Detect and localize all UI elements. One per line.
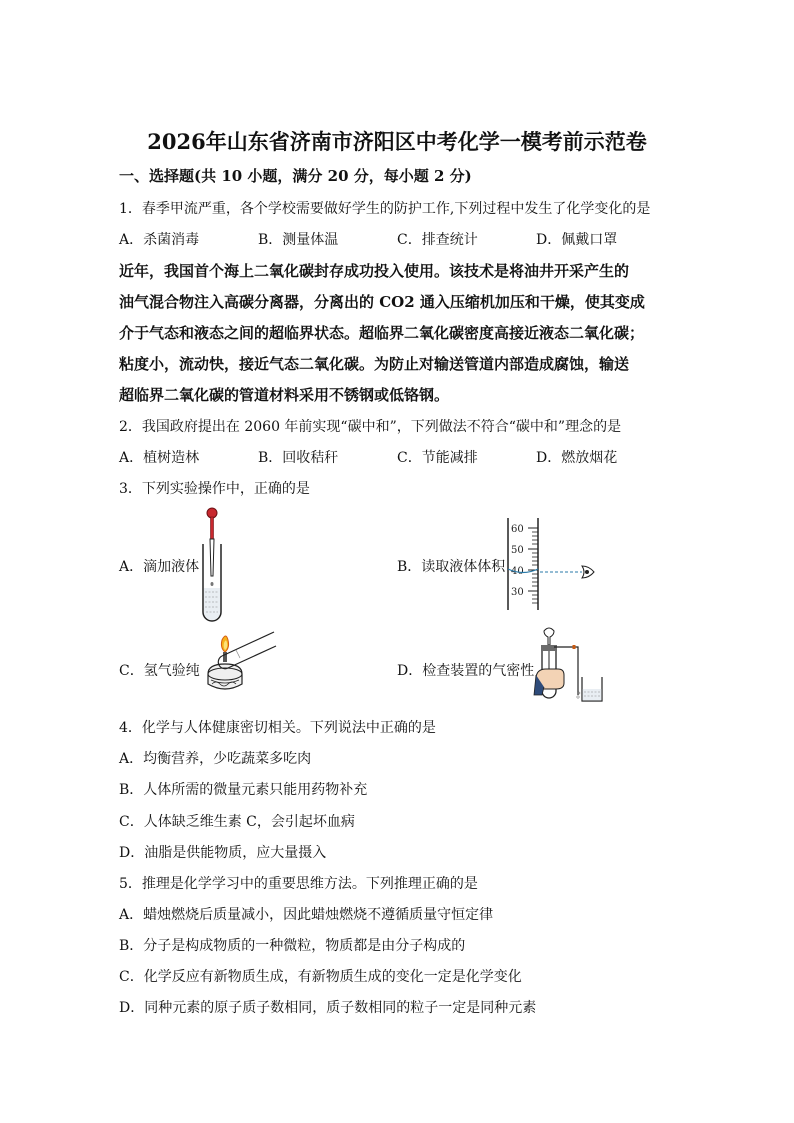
q2-option-d: D．燃放烟花 bbox=[536, 450, 618, 466]
q1-option-a: A．杀菌消毒 bbox=[119, 232, 200, 248]
q5-option-b: B．分子是构成物质的一种微粒，物质都是由分子构成的 bbox=[119, 938, 466, 954]
question-2-stem: 2．我国政府提出在 2060 年前实现“碳中和”，下列做法不符合“碳中和”理念的是 bbox=[119, 419, 622, 435]
q1-option-d: D．佩戴口罩 bbox=[536, 232, 618, 248]
q1-option-b: B．测量体温 bbox=[258, 232, 339, 248]
question-3-stem: 3．下列实验操作中，正确的是 bbox=[119, 481, 310, 497]
q3-option-c: C．氢气验纯 bbox=[119, 663, 200, 679]
q2-option-c: C．节能减排 bbox=[397, 450, 478, 466]
cylinder-tick-60: 60 bbox=[511, 524, 524, 535]
q2-option-a: A．植树造林 bbox=[119, 450, 200, 466]
q3-option-b: B．读取液体体积 bbox=[397, 559, 506, 575]
q4-option-d: D．油脂是供能物质，应大量摄入 bbox=[119, 845, 327, 861]
q5-option-c: C．化学反应有新物质生成，有新物质生成的变化一定是化学变化 bbox=[119, 969, 522, 985]
cylinder-tick-40: 40 bbox=[511, 566, 524, 577]
airtightness-apparatus-figure bbox=[534, 625, 614, 709]
passage-line-3: 介于气态和液态之间的超临界状态。超临界二氧化碳密度高接近液态二氧化碳； bbox=[119, 324, 645, 342]
question-5-stem: 5．推理是化学学习中的重要思维方法。下列推理正确的是 bbox=[119, 876, 478, 892]
cylinder-tick-30: 30 bbox=[511, 587, 524, 598]
passage-line-2: 油气混合物注入高碳分离器，分离出的 CO2 通入压缩机加压和干燥，使其变成 bbox=[119, 293, 645, 311]
page-title: 2026年山东省济南市济阳区中考化学一模考前示范卷 bbox=[147, 129, 647, 154]
q2-option-b: B．回收秸秆 bbox=[258, 450, 339, 466]
q3-option-a: A．滴加液体 bbox=[119, 559, 200, 575]
q5-option-a: A．蜡烛燃烧后质量减小，因此蜡烛燃烧不遵循质量守恒定律 bbox=[119, 907, 494, 923]
graduated-cylinder-figure bbox=[500, 514, 600, 612]
dropper-test-tube-figure bbox=[196, 504, 236, 622]
passage-line-4: 粘度小，流动快，接近气态二氧化碳。为防止对输送管道内部造成腐蚀，输送 bbox=[119, 355, 630, 373]
question-4-stem: 4．化学与人体健康密切相关。下列说法中正确的是 bbox=[119, 720, 436, 736]
section-heading: 一、选择题(共 10 小题，满分 20 分，每小题 2 分) bbox=[119, 167, 472, 185]
q3-option-d: D．检查装置的气密性 bbox=[397, 663, 535, 679]
question-1-stem: 1．春季甲流严重，各个学校需要做好学生的防护工作,下列过程中发生了化学变化的是 bbox=[119, 201, 651, 217]
q5-option-d: D．同种元素的原子质子数相同，质子数相同的粒子一定是同种元素 bbox=[119, 1000, 537, 1016]
q1-option-c: C．排查统计 bbox=[397, 232, 478, 248]
q4-option-c: C．人体缺乏维生素 C，会引起坏血病 bbox=[119, 814, 355, 830]
passage-line-5: 超临界二氧化碳的管道材料采用不锈钢或低铬钢。 bbox=[119, 386, 450, 404]
passage-line-1: 近年，我国首个海上二氧化碳封存成功投入使用。该技术是将油井开采产生的 bbox=[119, 262, 630, 280]
q4-option-b: B．人体所需的微量元素只能用药物补充 bbox=[119, 782, 368, 798]
q4-option-a: A．均衡营养，少吃蔬菜多吃肉 bbox=[119, 751, 312, 767]
cylinder-tick-50: 50 bbox=[511, 545, 524, 556]
alcohol-lamp-test-tube-figure bbox=[198, 628, 278, 708]
